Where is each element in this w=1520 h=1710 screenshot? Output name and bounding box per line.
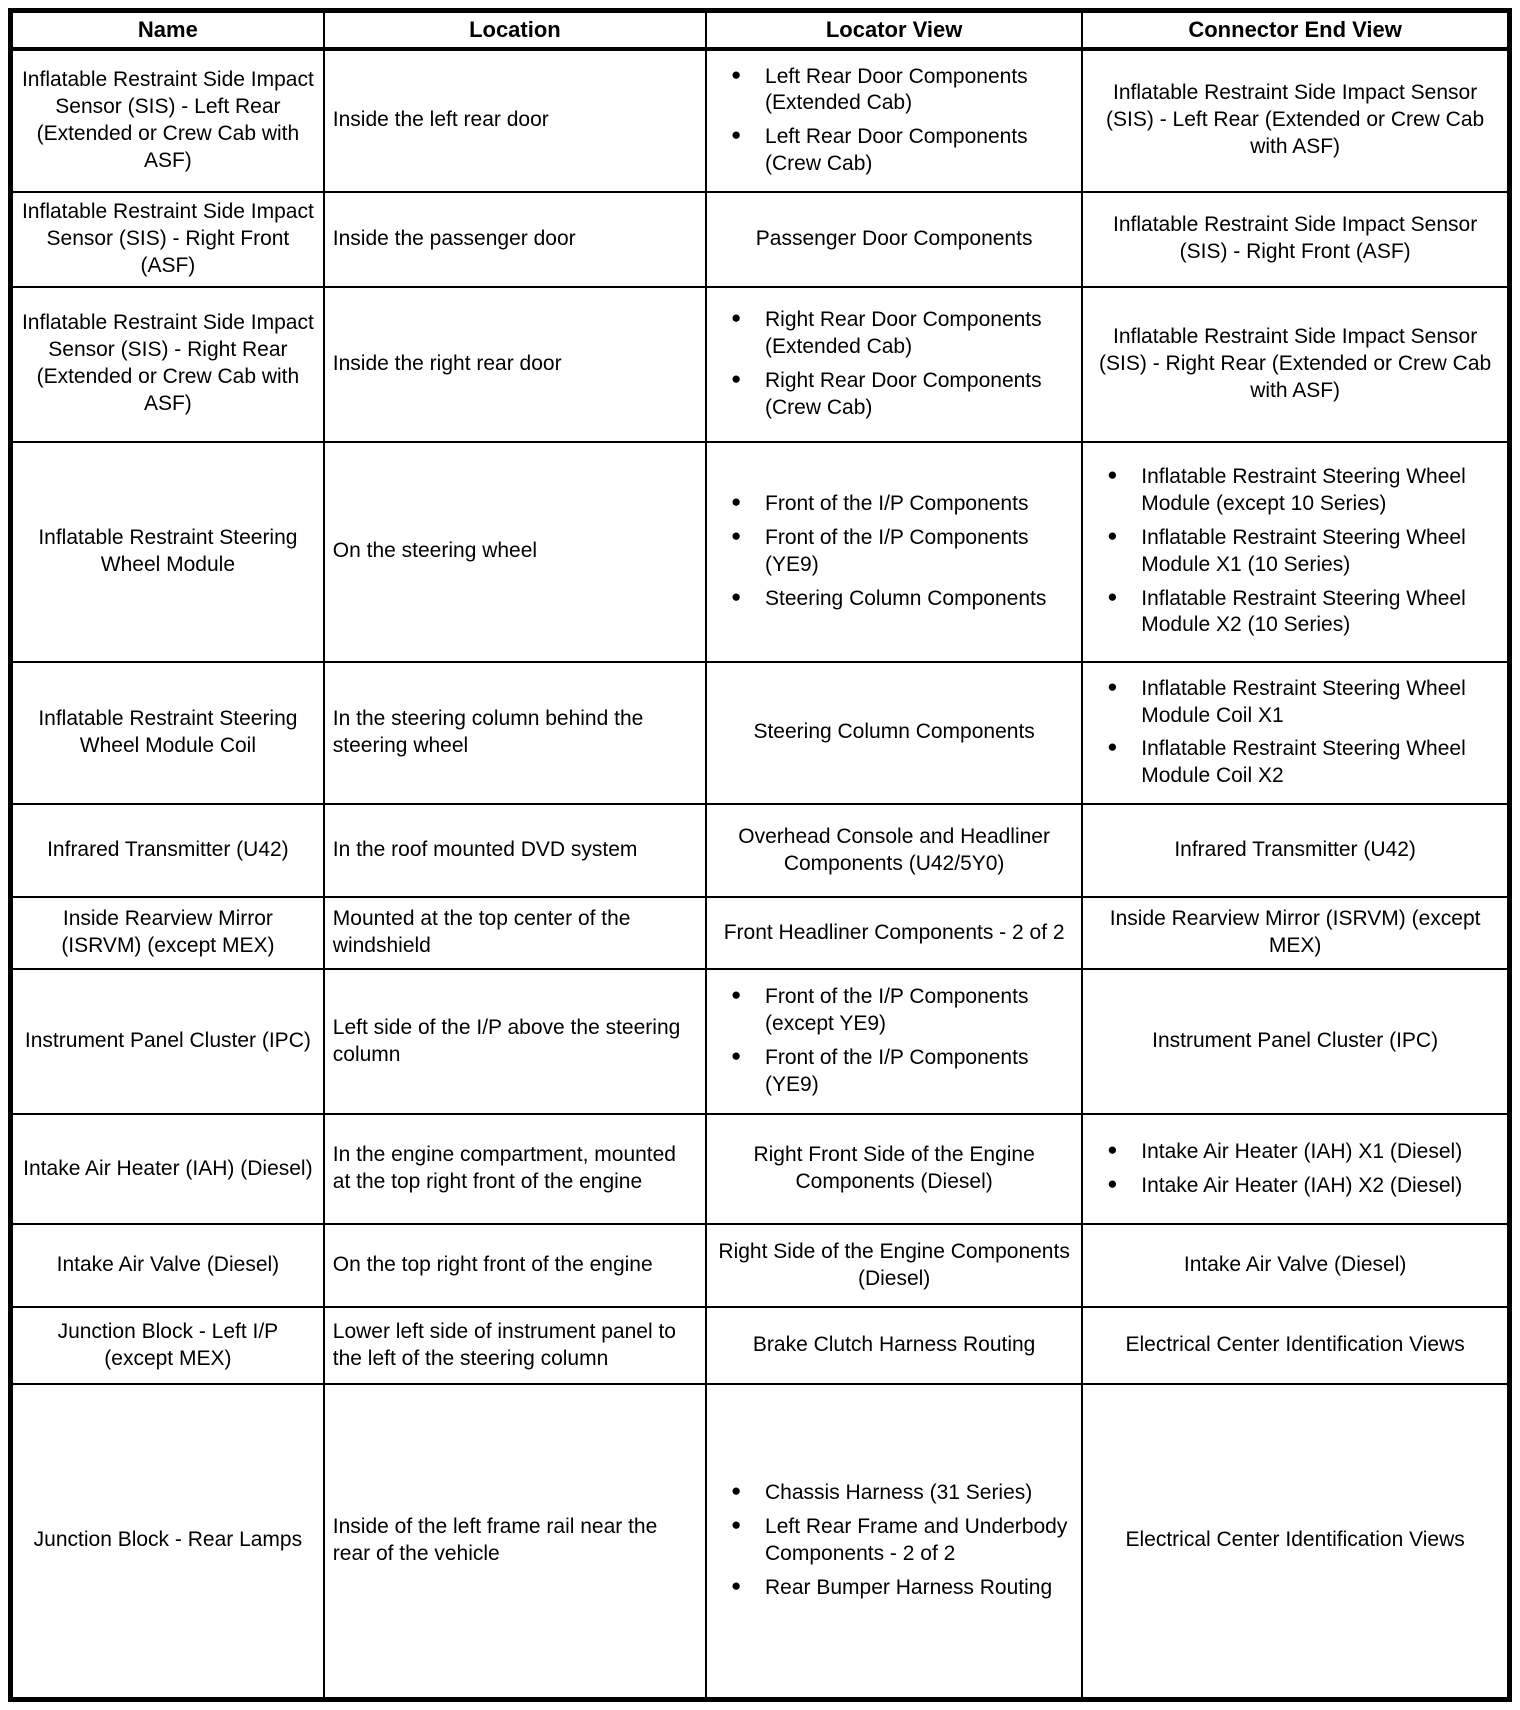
bullet-item-text: Right Rear Door Components (Crew Cab) (765, 368, 1042, 419)
bullet-item-text: Intake Air Heater (IAH) X2 (Diesel) (1141, 1173, 1463, 1197)
bullet-icon: ● (731, 125, 742, 145)
name-cell: Intake Air Valve (Diesel) (11, 1224, 324, 1307)
name-cell: Inside Rearview Mirror (ISRVM) (except MEX) (11, 897, 324, 969)
locator-view-cell (706, 287, 1082, 442)
location-cell: On the top right front of the engine (324, 1224, 706, 1307)
name-cell: Inflatable Restraint Side Impact Sensor (SIS) - Right Front (ASF) (11, 192, 324, 287)
table-body (11, 49, 1510, 1700)
locator-view-cell (706, 49, 1082, 193)
bullet-item (727, 525, 1073, 579)
bullet-item (727, 1045, 1073, 1099)
locator-view-cell: Overhead Console and Headliner Components (U42/5Y0) (706, 804, 1082, 897)
header-row (11, 11, 1510, 49)
table-row (11, 287, 1510, 442)
bullet-icon: ● (1107, 1139, 1118, 1159)
table-row (11, 1224, 1510, 1307)
connector-end-view-cell (1082, 662, 1509, 805)
bullet-item-text: Intake Air Heater (IAH) X1 (Diesel) (1141, 1139, 1463, 1163)
location-cell: Left side of the I/P above the steering column (324, 969, 706, 1114)
bullet-item (727, 1575, 1073, 1602)
location-cell: Inside the left rear door (324, 49, 706, 193)
bullet-item (727, 307, 1073, 361)
location-cell: In the steering column behind the steering wheel (324, 662, 706, 805)
bullet-item (1103, 525, 1499, 579)
bullet-item-text: Left Rear Door Components (Extended Cab) (765, 64, 1028, 115)
locator-view-cell (706, 442, 1082, 662)
bullet-item-text: Left Rear Frame and Underbody Components - 2 of 2 (765, 1515, 1068, 1565)
column-header-connector-end-view: Connector End View (1082, 11, 1509, 49)
bullet-icon: ● (1107, 737, 1118, 757)
connector-views-table (8, 8, 1512, 1702)
table-header (11, 11, 1510, 49)
bullet-item (1103, 676, 1499, 730)
bullet-item-text: Right Rear Door Components (Extended Cab) (765, 307, 1042, 358)
bullet-icon: ● (1107, 465, 1118, 484)
bullet-item-text: Inflatable Restraint Steering Wheel Module (except 10 Series) (1141, 465, 1466, 515)
connector-end-view-cell: Inflatable Restraint Side Impact Sensor (SIS) - Right Front (ASF) (1082, 192, 1509, 287)
bullet-list (1091, 1132, 1499, 1207)
bullet-item (1103, 736, 1499, 790)
table-row (11, 1307, 1510, 1384)
bullet-icon: ● (731, 64, 742, 84)
bullet-item (727, 491, 1073, 518)
name-cell: Junction Block - Left I/P (except MEX) (11, 1307, 324, 1384)
column-header-location: Location (324, 11, 706, 49)
bullet-item (727, 1514, 1073, 1568)
connector-end-view-cell: Electrical Center Identification Views (1082, 1307, 1509, 1384)
locator-view-cell: Right Front Side of the Engine Components (Diesel) (706, 1114, 1082, 1224)
table-row (11, 442, 1510, 662)
table-row (11, 1384, 1510, 1699)
bullet-list (715, 57, 1073, 186)
location-cell: Inside the passenger door (324, 192, 706, 287)
table-row (11, 804, 1510, 897)
table-row (11, 192, 1510, 287)
connector-end-view-cell: Infrared Transmitter (U42) (1082, 804, 1509, 897)
connector-end-view-cell: Inflatable Restraint Side Impact Sensor (SIS) - Right Rear (Extended or Crew Cab with ASF) (1082, 287, 1509, 442)
connector-end-view-cell: Intake Air Valve (Diesel) (1082, 1224, 1509, 1307)
name-cell: Inflatable Restraint Steering Wheel Module Coil (11, 662, 324, 805)
bullet-list (715, 1473, 1073, 1609)
bullet-list (715, 484, 1073, 620)
bullet-item-text: Inflatable Restraint Steering Wheel Module X2 (10 Series) (1141, 586, 1466, 637)
column-header-locator-view: Locator View (706, 11, 1082, 49)
bullet-item-text: Rear Bumper Harness Routing (765, 1575, 1053, 1599)
bullet-item (1103, 1139, 1499, 1166)
connector-end-view-cell (1082, 1114, 1509, 1224)
location-cell: Mounted at the top center of the windshield (324, 897, 706, 969)
bullet-item-text: Steering Column Components (765, 586, 1047, 610)
bullet-icon: ● (731, 307, 742, 327)
bullet-item (1103, 586, 1499, 640)
bullet-item-text: Front of the I/P Components (except YE9) (765, 985, 1029, 1036)
bullet-icon: ● (731, 525, 742, 545)
connector-end-view-cell (1082, 442, 1509, 662)
locator-view-cell: Right Side of the Engine Components (Diesel) (706, 1224, 1082, 1307)
bullet-item (727, 368, 1073, 422)
bullet-icon: ● (731, 368, 742, 388)
location-cell: Inside of the left frame rail near the rear of the vehicle (324, 1384, 706, 1699)
locator-view-cell (706, 969, 1082, 1114)
connector-end-view-cell: Electrical Center Identification Views (1082, 1384, 1509, 1699)
connector-end-view-cell: Inflatable Restraint Side Impact Sensor (SIS) - Left Rear (Extended or Crew Cab with ASF) (1082, 49, 1509, 193)
bullet-item-text: Front of the I/P Components (YE9) (765, 1046, 1029, 1096)
bullet-item-text: Inflatable Restraint Steering Wheel Module Coil X1 (1141, 676, 1466, 727)
location-cell: Lower left side of instrument panel to the left of the steering column (324, 1307, 706, 1384)
locator-view-cell: Steering Column Components (706, 662, 1082, 805)
locator-view-cell: Brake Clutch Harness Routing (706, 1307, 1082, 1384)
bullet-item (727, 586, 1073, 613)
bullet-list (715, 977, 1073, 1106)
bullet-icon: ● (731, 985, 742, 1005)
table-row (11, 662, 1510, 805)
locator-view-cell (706, 1384, 1082, 1699)
table-row (11, 49, 1510, 193)
connector-end-view-cell: Instrument Panel Cluster (IPC) (1082, 969, 1509, 1114)
bullet-icon: ● (731, 586, 742, 606)
bullet-list (715, 300, 1073, 429)
name-cell: Intake Air Heater (IAH) (Diesel) (11, 1114, 324, 1224)
bullet-item-text: Chassis Harness (31 Series) (765, 1481, 1033, 1505)
bullet-icon: ● (731, 1481, 742, 1501)
name-cell: Junction Block - Rear Lamps (11, 1384, 324, 1699)
location-cell: On the steering wheel (324, 442, 706, 662)
bullet-list (1091, 457, 1499, 646)
location-cell: In the engine compartment, mounted at the top right front of the engine (324, 1114, 706, 1224)
bullet-icon: ● (1107, 525, 1118, 545)
bullet-item (727, 1480, 1073, 1507)
bullet-item (1103, 1173, 1499, 1200)
locator-view-cell: Front Headliner Components - 2 of 2 (706, 897, 1082, 969)
name-cell: Instrument Panel Cluster (IPC) (11, 969, 324, 1114)
bullet-icon: ● (731, 1575, 742, 1595)
name-cell: Infrared Transmitter (U42) (11, 804, 324, 897)
bullet-icon: ● (1107, 586, 1118, 606)
connector-end-view-cell: Inside Rearview Mirror (ISRVM) (except MEX) (1082, 897, 1509, 969)
name-cell: Inflatable Restraint Side Impact Sensor (SIS) - Right Rear (Extended or Crew Cab with ASF) (11, 287, 324, 442)
bullet-item-text: Front of the I/P Components (765, 491, 1029, 515)
bullet-item (727, 64, 1073, 118)
bullet-item-text: Front of the I/P Components (YE9) (765, 525, 1029, 576)
column-header-name: Name (11, 11, 324, 49)
bullet-item-text: Inflatable Restraint Steering Wheel Module X1 (10 Series) (1141, 525, 1466, 576)
bullet-item (727, 124, 1073, 178)
bullet-item-text: Inflatable Restraint Steering Wheel Module Coil X2 (1141, 737, 1466, 788)
name-cell: Inflatable Restraint Side Impact Sensor (SIS) - Left Rear (Extended or Crew Cab with ASF) (11, 49, 324, 193)
bullet-item (727, 984, 1073, 1038)
bullet-icon: ● (1107, 1173, 1118, 1193)
bullet-list (1091, 669, 1499, 798)
bullet-icon: ● (731, 1515, 742, 1534)
bullet-icon: ● (731, 491, 742, 511)
bullet-icon: ● (731, 1046, 742, 1066)
locator-view-cell: Passenger Door Components (706, 192, 1082, 287)
bullet-item (1103, 464, 1499, 518)
location-cell: Inside the right rear door (324, 287, 706, 442)
table-row (11, 897, 1510, 969)
bullet-icon: ● (1107, 676, 1118, 696)
name-cell: Inflatable Restraint Steering Wheel Module (11, 442, 324, 662)
location-cell: In the roof mounted DVD system (324, 804, 706, 897)
table-row (11, 1114, 1510, 1224)
bullet-item-text: Left Rear Door Components (Crew Cab) (765, 125, 1028, 176)
table-row (11, 969, 1510, 1114)
